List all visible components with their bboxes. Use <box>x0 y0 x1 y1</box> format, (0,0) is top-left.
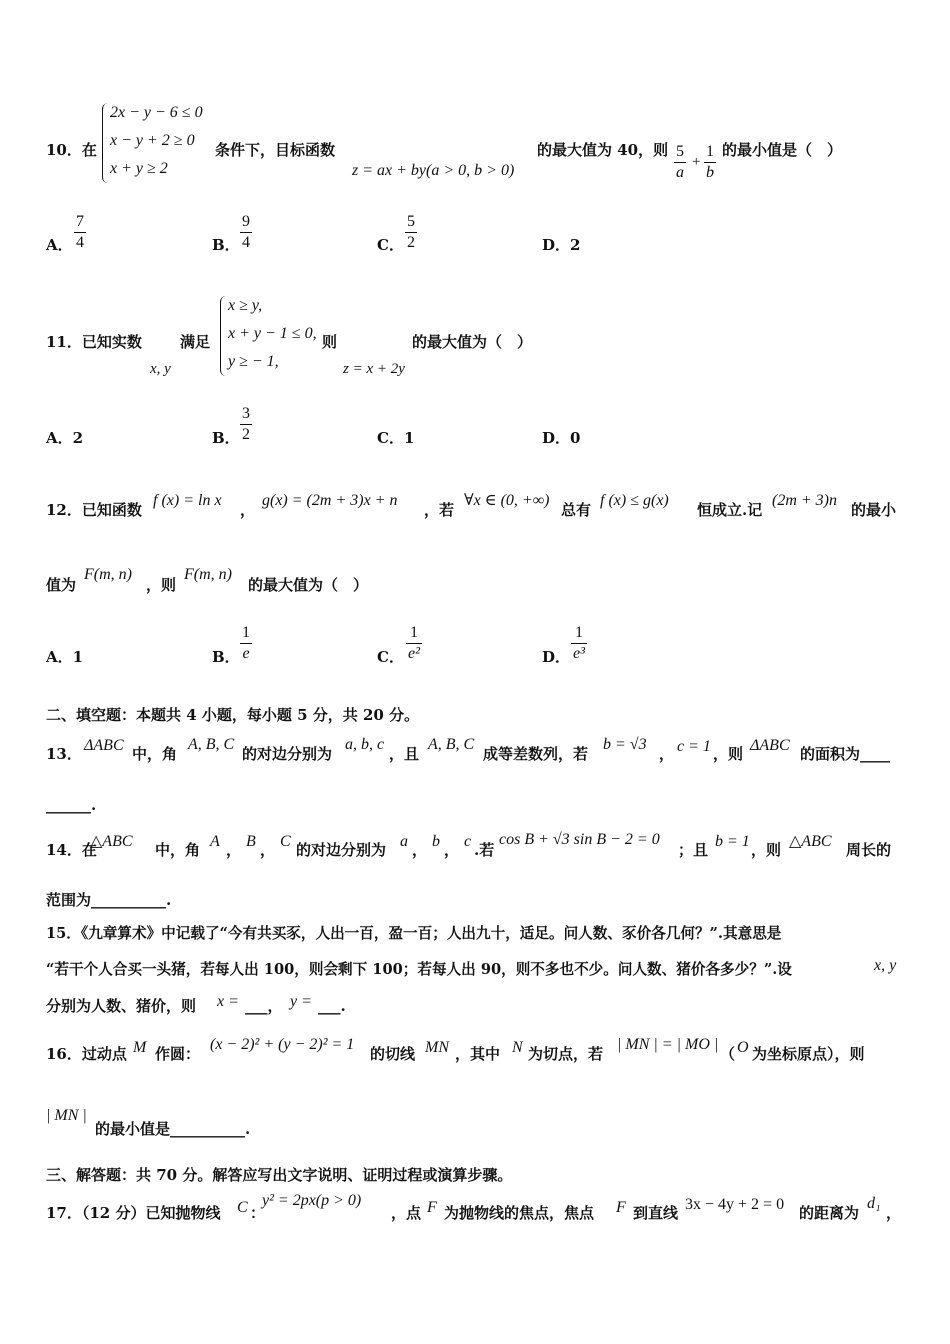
q13-text-7: 的面积为____ <box>800 745 891 763</box>
q14-sep-1: ， <box>226 841 242 859</box>
q11-option-d: D．0 <box>542 429 581 447</box>
q13-text-6: ，则 <box>713 745 744 763</box>
q11-text-1: 满足 <box>180 333 211 351</box>
q12-opt-b-den: e <box>242 645 250 662</box>
q15-line-2: “若干个人合买一头猪，若每人出 100，则会剩下 100；若每人出 90，则不多也不少。问人数、猪价各多少？”.设 <box>46 961 792 978</box>
q10-option-a-label: A． <box>46 236 73 254</box>
q12-option-d-label: D． <box>542 648 571 666</box>
q16-text-6: 为坐标原点），则 <box>752 1045 865 1063</box>
q10-opt-a-num: 7 <box>76 213 84 230</box>
q11-opt-b-den: 2 <box>242 426 250 443</box>
q12-inequality: f (x) ≤ g(x) <box>600 492 669 509</box>
q16-point-m: M <box>133 1039 147 1056</box>
q10-objective: z = ax + by(a > 0, b > 0) <box>352 162 515 179</box>
q14-angle-a: A <box>210 833 220 850</box>
q13-text-2: 的对边分别为 <box>242 745 333 763</box>
q17-line-equation: 3x − 4y + 2 = 0 <box>685 1196 785 1213</box>
q15-line-3: 分别为人数、猪价，则 <box>46 997 197 1015</box>
q13-answer-blank: ______. <box>46 796 97 814</box>
q17-text-4: 的距离为 <box>799 1204 860 1222</box>
q14-side-b: b <box>432 833 440 850</box>
q17-parabola-equation: y² = 2px(p > 0) <box>262 1192 362 1209</box>
q10-constraint-system <box>110 99 203 183</box>
q10-opt-c-den: 2 <box>407 234 415 251</box>
q12-forall: ∀x ∈ (0, +∞) <box>464 492 550 509</box>
q12-opt-c-num: 1 <box>409 624 418 641</box>
q13-triangle: ΔABC <box>84 737 124 754</box>
q16-text-2: 的切线 <box>370 1045 416 1063</box>
q13-triangle-2: ΔABC <box>750 737 790 754</box>
q14-sep-4: ， <box>444 841 460 859</box>
q11-constraint-2: x + y − 1 ≤ 0, <box>228 325 317 342</box>
q10-option-a-fraction <box>74 214 86 251</box>
q17-text-2: 为抛物线的焦点，焦点 <box>444 1204 595 1222</box>
q11-constraint-system <box>228 292 317 376</box>
q16-text-4: 为切点，若 <box>528 1045 604 1063</box>
q14-text-3: .若 <box>474 841 495 859</box>
q11-objective: z = x + 2y <box>343 361 405 377</box>
q11-constraint-3: y ≥ − 1, <box>228 353 279 370</box>
q16-tangent-mn: MN <box>425 1039 449 1056</box>
q10-constraint-1: 2x − y − 6 ≤ 0 <box>110 104 203 121</box>
q17-focus-f: F <box>427 1199 437 1216</box>
q14-sep-2: ， <box>260 841 276 859</box>
q10-fraction-1 <box>674 144 686 181</box>
q16-condition: | MN | = | MO | <box>617 1036 719 1053</box>
q14-side-a: a <box>400 833 408 850</box>
q10-frac1-den: a <box>676 164 684 181</box>
section-2-heading: 二、填空题：本题共 4 小题，每小题 5 分，共 20 分。 <box>46 706 420 724</box>
q12-g-def: g(x) = (2m + 3)x + n <box>262 492 398 509</box>
q17-curve-c: C <box>237 1199 248 1216</box>
q13-number: 13． <box>46 745 82 763</box>
q12-option-a: A．1 <box>46 648 84 666</box>
q14-angle-c: C <box>280 833 291 850</box>
q14-text-2: 的对边分别为 <box>296 841 387 859</box>
q12-opt-d-den: e³ <box>573 645 585 662</box>
q12-comma-1: ， <box>240 501 256 519</box>
q11-option-b-fraction <box>240 406 252 443</box>
q11-option-c: C．1 <box>377 429 415 447</box>
q14-text-5: ，则 <box>751 841 782 859</box>
q10-text-2: 的最大值为 40，则 <box>537 141 669 159</box>
q10-option-c-fraction <box>405 214 417 251</box>
q10-constraint-3: x + y ≥ 2 <box>110 160 168 177</box>
q17-distance-d1: d₁ <box>867 1195 881 1212</box>
q12-opt-c-den: e² <box>408 645 420 662</box>
q12-line2-text-b: ，则 <box>146 576 177 594</box>
q13-text-3: ，且 <box>389 745 420 763</box>
q12-option-d-fraction <box>571 625 587 662</box>
q12-opt-b-num: 1 <box>242 624 250 641</box>
q15-blank-2: ___. <box>318 997 346 1015</box>
q14-side-c: c <box>464 833 472 850</box>
q14-angle-b: B <box>246 833 256 850</box>
q15-vars: x, y <box>874 957 897 974</box>
q17-text-3: 到直线 <box>633 1204 679 1222</box>
q16-text-5: （ <box>720 1045 736 1063</box>
q14-b-value: b = 1 <box>715 833 750 850</box>
q12-option-c-label: C． <box>377 648 404 666</box>
q12-text-1: ，若 <box>424 501 455 519</box>
q11-system-brace <box>220 296 227 376</box>
q17-text-5: ， <box>886 1204 902 1222</box>
q16-number: 16．过动点 <box>46 1045 127 1063</box>
q16-origin-o: O <box>737 1039 749 1056</box>
q10-frac1-num: 5 <box>676 143 684 160</box>
q11-option-b-label: B． <box>212 429 240 447</box>
q15-y-label: y = <box>290 993 312 1010</box>
q10-option-b-fraction <box>240 214 252 251</box>
q14-number: 14．在 <box>46 841 97 859</box>
q13-angles: A, B, C <box>188 736 235 753</box>
q12-opt-d-num: 1 <box>574 624 583 641</box>
q12-line2-text-a: 值为 <box>46 576 77 594</box>
q13-b-value: b = √3 <box>603 736 647 753</box>
q11-constraint-1: x ≥ y, <box>228 297 263 314</box>
q12-text-2: 总有 <box>561 501 592 519</box>
q13-angles-2: A, B, C <box>428 736 475 753</box>
q11-number: 11．已知实数 <box>46 333 142 351</box>
q11-vars: x, y <box>150 361 171 377</box>
q10-opt-b-num: 9 <box>242 213 250 230</box>
q10-number: 10．在 <box>46 141 97 159</box>
q12-F-2: F(m, n) <box>184 566 232 583</box>
q10-system-brace <box>102 103 109 183</box>
q14-text-6: 周长的 <box>846 841 892 859</box>
q16-answer-blank: 的最小值是__________. <box>95 1120 251 1138</box>
q10-opt-b-den: 4 <box>242 234 250 251</box>
q10-frac2-num: 1 <box>706 143 714 160</box>
q17-focus-f-2: F <box>616 1199 626 1216</box>
q10-opt-a-den: 4 <box>76 234 84 251</box>
q10-plus: + <box>692 154 701 170</box>
q12-text-4: 的最小 <box>851 501 897 519</box>
q12-f-def: f (x) = ln x <box>153 492 222 509</box>
q11-text-3: 的最大值为（ ） <box>412 333 533 351</box>
q10-option-d: D．2 <box>542 236 581 254</box>
q16-circle-equation: (x − 2)² + (y − 2)² = 1 <box>210 1036 355 1053</box>
q12-option-c-fraction <box>406 625 422 662</box>
q10-option-b-label: B． <box>212 236 240 254</box>
q11-text-2: 则 <box>322 333 338 351</box>
q17-text-1: ，点 <box>391 1204 422 1222</box>
q10-text-3: 的最小值是（ ） <box>722 141 843 159</box>
q13-text-5: ， <box>659 745 675 763</box>
q17-number: 17．（12 分）已知抛物线 <box>46 1204 221 1222</box>
q16-text-3: ，其中 <box>455 1045 501 1063</box>
q10-option-c-label: C． <box>377 236 404 254</box>
q12-expression: (2m + 3)n <box>772 492 838 509</box>
q14-triangle: △ABC <box>90 833 133 850</box>
q10-constraint-2: x − y + 2 ≥ 0 <box>110 132 195 149</box>
q14-triangle-2: △ABC <box>789 833 832 850</box>
q10-text-1: 条件下，目标函数 <box>215 141 336 159</box>
section-3-heading: 三、解答题：共 70 分。解答应写出文字说明、证明过程或演算步骤。 <box>46 1166 513 1184</box>
q12-text-3: 恒成立.记 <box>697 501 763 519</box>
q15-x-label: x = <box>217 993 239 1010</box>
q17-colon: ： <box>250 1204 266 1222</box>
q15-line-1: 15．《九章算术》中记载了“今有共买豕，人出一百，盈一百；人出九十，适足。问人数、豕价各几何？”.其意思是 <box>46 925 782 942</box>
q12-F-1: F(m, n) <box>84 566 132 583</box>
q16-abs-mn: | MN | <box>46 1107 87 1124</box>
q10-frac2-den: b <box>706 164 714 181</box>
q16-point-n: N <box>512 1039 523 1056</box>
q12-line2-text-c: 的最大值为（ ） <box>248 576 369 594</box>
q10-opt-c-num: 5 <box>407 213 415 230</box>
q13-text-4: 成等差数列，若 <box>483 745 589 763</box>
q14-sep-3: ， <box>412 841 428 859</box>
q16-text-1: 作圆： <box>155 1045 201 1063</box>
q11-opt-b-num: 3 <box>242 405 250 422</box>
q14-equation: cos B + √3 sin B − 2 = 0 <box>499 831 660 848</box>
q10-fraction-2 <box>704 144 716 181</box>
q11-option-a: A．2 <box>46 429 84 447</box>
q12-number: 12．已知函数 <box>46 501 142 519</box>
q15-blank-1: ___， <box>245 997 283 1015</box>
q12-option-b-label: B． <box>212 648 240 666</box>
q13-sides: a, b, c <box>345 736 385 753</box>
q14-text-1: 中，角 <box>155 841 201 859</box>
q14-answer-blank: 范围为__________. <box>46 891 172 909</box>
q13-text-1: 中，角 <box>132 745 178 763</box>
q13-c-value: c = 1 <box>677 738 711 755</box>
q14-text-4: ；且 <box>678 841 709 859</box>
q12-option-b-fraction <box>240 625 252 662</box>
